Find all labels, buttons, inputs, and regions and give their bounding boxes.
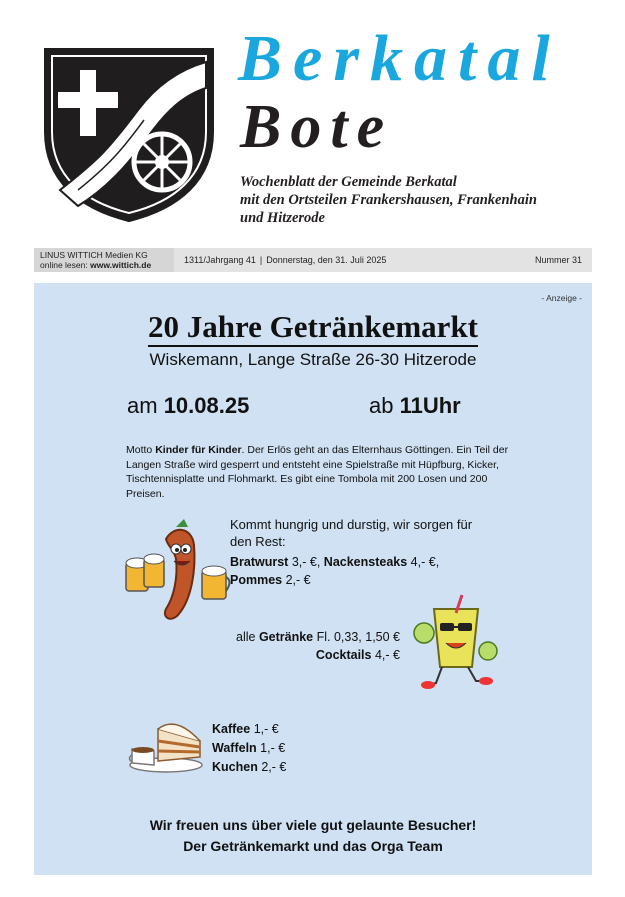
- cafe-item-name: Waffeln: [212, 741, 257, 755]
- cafe-item-name: Kaffee: [212, 722, 251, 736]
- cafe-item-price: 1,- €: [256, 741, 286, 755]
- cafe-line: [212, 758, 286, 777]
- publisher-website-link[interactable]: www.wittich.de: [90, 260, 152, 270]
- advertisement-panel: [34, 283, 592, 875]
- food-price-list: [230, 553, 439, 589]
- issue-info-bar: [34, 248, 592, 272]
- publisher-name: LINUS WITTICH Medien KG: [40, 250, 148, 260]
- motto-prefix: Motto: [126, 444, 156, 456]
- subtitle-line: mit den Ortsteilen Frankershausen, Frankenhain: [240, 192, 537, 208]
- drink-line: [224, 628, 400, 646]
- newspaper-title-bote: Bote: [240, 93, 394, 161]
- coffee-cake-illustration: [128, 715, 204, 773]
- food-intro-line: Kommt hungrig und durstig, wir sorgen für: [230, 517, 473, 532]
- food-item-name: Bratwurst: [230, 555, 289, 569]
- ad-headline-text: 20 Jahre Getränkemarkt: [148, 309, 478, 347]
- cafe-line: [212, 739, 286, 758]
- ad-motto-paragraph: [126, 443, 521, 501]
- advertisement-label: - Anzeige -: [541, 293, 582, 303]
- drink-line: [224, 646, 400, 664]
- cafe-item-price: 1,- €: [250, 722, 279, 736]
- closing-line: Der Getränkemarkt und das Orga Team: [183, 838, 443, 854]
- ad-headline: [34, 309, 592, 345]
- edition-label: 1311/Jahrgang 41: [184, 255, 256, 265]
- food-item-price: 4,- €,: [407, 555, 440, 569]
- drink-item-name: Getränke: [258, 630, 314, 644]
- drink-item-price: Fl. 0,33, 1,50 €: [313, 630, 400, 644]
- time-value: 11Uhr: [399, 393, 461, 418]
- time-prefix: ab: [369, 393, 400, 418]
- cafe-line: [212, 720, 286, 739]
- ad-date: [127, 393, 249, 419]
- drink-item-price: 4,- €: [371, 648, 400, 662]
- newspaper-title-berkatal: Berkatal: [238, 22, 561, 95]
- newspaper-subtitle: [240, 173, 537, 227]
- separator: |: [259, 255, 263, 265]
- online-prefix: online lesen:: [40, 260, 91, 270]
- sausage-beer-illustration: [122, 519, 234, 625]
- food-intro-line: den Rest:: [230, 534, 286, 549]
- drinks-price-list: [224, 628, 400, 664]
- food-line: [230, 571, 439, 589]
- food-item-name: Nackensteaks: [323, 555, 408, 569]
- issue-number: Nummer 31: [534, 255, 582, 265]
- food-item-price: 2,- €: [282, 573, 311, 587]
- cafe-item-price: 2,- €: [257, 760, 287, 774]
- food-item-price: 3,- €,: [288, 555, 321, 569]
- ad-time: [369, 393, 461, 419]
- ad-closing: [34, 815, 592, 857]
- food-item-name: Pommes: [230, 573, 283, 587]
- ad-address: Wiskemann, Lange Straße 26-30 Hitzerode: [149, 350, 477, 369]
- motto-name: Kinder für Kinder: [155, 444, 242, 456]
- drink-item-name: Cocktails: [315, 648, 372, 662]
- publisher-box: [34, 248, 174, 272]
- food-line: [230, 553, 439, 571]
- subtitle-line: und Hitzerode: [240, 210, 325, 226]
- online-read-line: [40, 260, 151, 270]
- issue-details: [184, 255, 386, 265]
- date-value: 10.08.25: [163, 393, 250, 418]
- date-prefix: am: [127, 393, 164, 418]
- closing-line: Wir freuen uns über viele gut gelaunte Besucher!: [149, 817, 477, 833]
- lemonade-cocktail-illustration: [412, 593, 498, 691]
- berkatal-coat-of-arms: [38, 40, 220, 222]
- issue-date: Donnerstag, den 31. Juli 2025: [266, 255, 387, 265]
- food-intro: [230, 516, 472, 550]
- motto-text: . Der Erlös geht an das Elternhaus Göttingen. Ein Teil der Langen Straße wird gesperrt und entsteht eine Spielstraße mit Hüpfburg, Kicker, Tischtennisplatte und Flohmarkt. Es gibt eine Tombola mit 200 Losen und 200 Preisen.: [126, 444, 509, 500]
- cafe-price-list: [212, 720, 286, 777]
- drink-prefix: alle: [236, 630, 259, 644]
- subtitle-line: Wochenblatt der Gemeinde Berkatal: [240, 174, 457, 190]
- cafe-item-name: Kuchen: [212, 760, 258, 774]
